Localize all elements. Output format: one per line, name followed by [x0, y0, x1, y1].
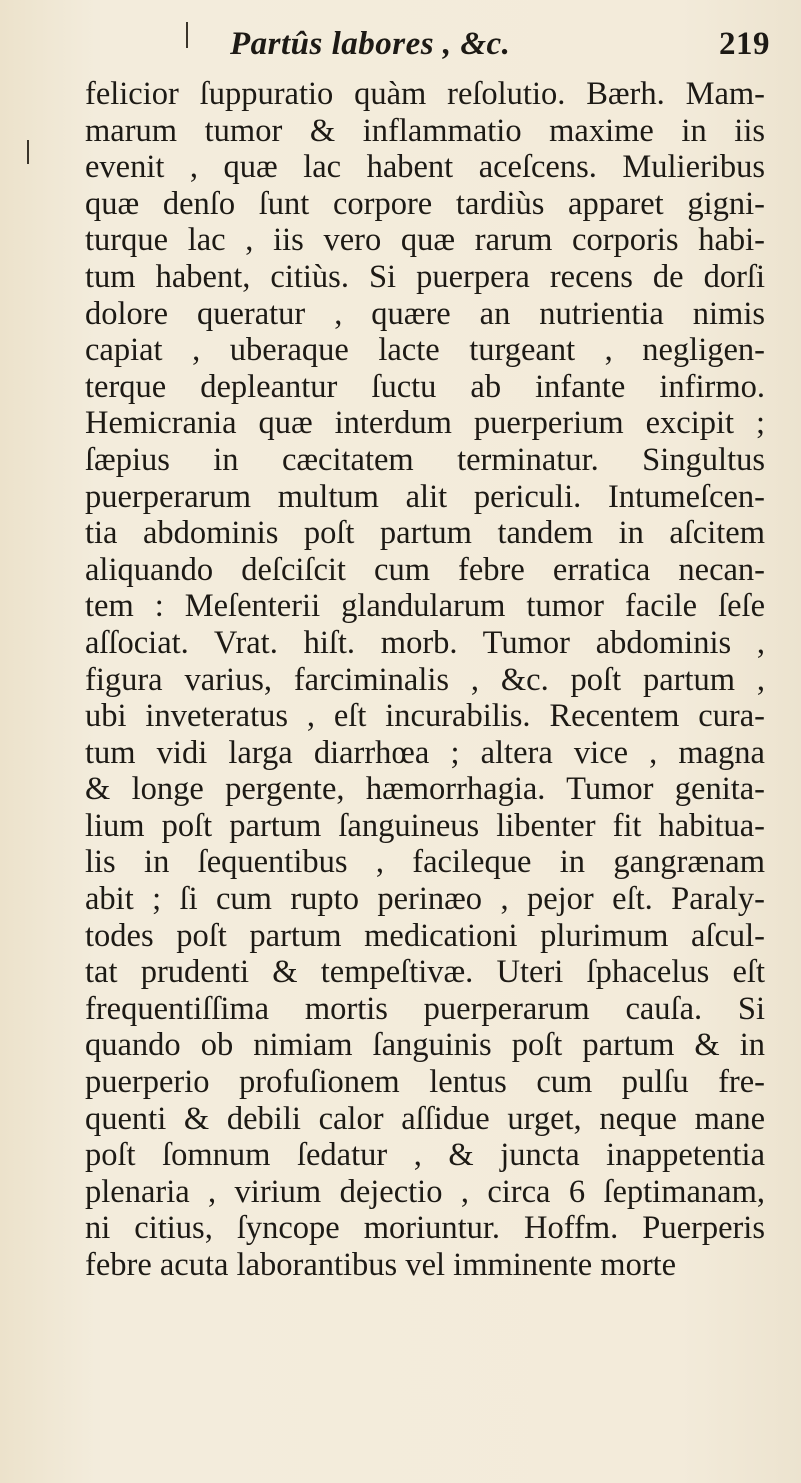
- margin-mark: [27, 140, 29, 164]
- text-line: turque lac , iis vero quæ rarum corporis habi-: [85, 222, 765, 259]
- text-line: lis in ſequentibus , facileque in gangrænam: [85, 844, 765, 881]
- text-line: ſæpius in cæcitatem terminatur. Singultus: [85, 441, 765, 478]
- text-line: aſſociat. Vrat. hiſt. morb. Tumor abdominis ,: [85, 624, 765, 661]
- text-line: figura varius, farciminalis , &c. poſt partum ,: [85, 661, 765, 698]
- page-number: 219: [719, 26, 770, 62]
- text-line: tem : Meſenterii glandularum tumor facile ſeſe: [85, 588, 765, 625]
- body-text: [85, 76, 765, 1284]
- text-line: lium poſt partum ſanguineus libenter fit habitua-: [85, 807, 765, 844]
- text-line: poſt ſomnum ſedatur , & juncta inappetentia: [85, 1137, 765, 1174]
- text-line: plenaria , virium dejectio , circa 6 ſeptimanam,: [85, 1173, 765, 1210]
- text-line: febre acuta laborantibus vel imminente morte: [85, 1247, 677, 1283]
- text-line: evenit , quæ lac habent aceſcens. Mulieribus: [85, 149, 765, 186]
- text-line: tia abdominis poſt partum tandem in aſcitem: [85, 515, 765, 552]
- text-line: felicior ſuppuratio quàm reſolutio. Bærh. Mam-: [85, 76, 765, 112]
- text-line: capiat , uberaque lacte turgeant , negligen-: [85, 332, 765, 369]
- text-line: todes poſt partum medicationi plurimum aſcul-: [85, 917, 765, 954]
- text-line: puerperio profuſionem lentus cum pulſu fre-: [85, 1064, 765, 1101]
- text-line: quenti & debili calor aſſidue urget, neque mane: [85, 1100, 765, 1137]
- text-line: abit ; ſi cum rupto perinæo , pejor eſt. Paraly-: [85, 881, 765, 918]
- text-line: dolore queratur , quære an nutrientia nimis: [85, 295, 765, 332]
- text-line: tat prudenti & tempeſtivæ. Uteri ſphacelus eſt: [85, 954, 765, 991]
- text-line: ni citius, ſyncope moriuntur. Hoffm. Puerperis: [85, 1210, 765, 1247]
- text-line: ubi inveteratus , eſt incurabilis. Recentem cura-: [85, 698, 765, 735]
- margin-mark: [186, 22, 188, 48]
- text-line: tum vidi larga diarrhœa ; altera vice , magna: [85, 734, 765, 771]
- text-line: quando ob nimiam ſanguinis poſt partum & in: [85, 1027, 765, 1064]
- text-line: aliquando deſciſcit cum febre erratica necan-: [85, 551, 765, 588]
- text-line: frequentiſſima mortis puerperarum cauſa. Si: [85, 990, 765, 1027]
- running-title: Partûs labores , &c.: [230, 26, 511, 62]
- text-line: quæ denſo ſunt corpore tardiùs apparet gigni-: [85, 185, 765, 222]
- text-line: puerperarum multum alit periculi. Intumeſcen-: [85, 478, 765, 515]
- running-header: [230, 26, 770, 70]
- text-line: & longe pergente, hæmorrhagia. Tumor genita-: [85, 771, 765, 808]
- text-line: terque depleantur ſuctu ab infante infirmo.: [85, 368, 765, 405]
- text-line: Hemicrania quæ interdum puerperium excipit ;: [85, 405, 765, 442]
- text-line: tum habent, citiùs. Si puerpera recens de dorſi: [85, 258, 765, 295]
- text-line: marum tumor & inflammatio maxime in iis: [85, 112, 765, 149]
